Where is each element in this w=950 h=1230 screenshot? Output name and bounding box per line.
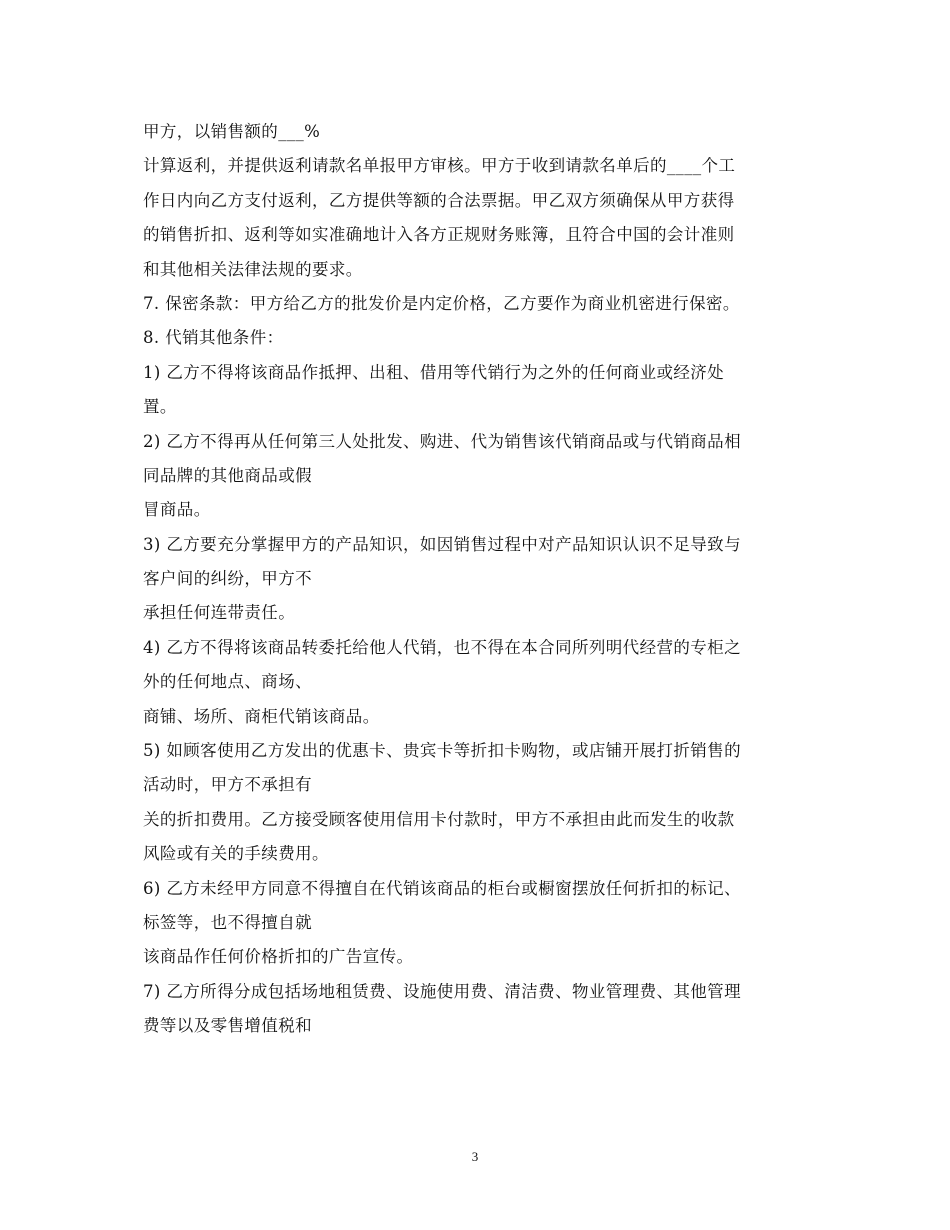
- text-line: 标签等，也不得擅自就: [143, 912, 312, 932]
- text-line: 7) 乙方所得分成包括场地租赁费、设施使用费、清洁费、物业管理费、其他管理: [143, 981, 741, 1001]
- text-line: 费等以及零售增值税和: [143, 1016, 312, 1036]
- text-line: 同品牌的其他商品或假: [143, 465, 312, 485]
- text-line: 外的任何地点、商场、: [143, 672, 312, 692]
- text-line: 5) 如顾客使用乙方发出的优惠卡、贵宾卡等折扣卡购物，或店铺开展打折销售的: [143, 741, 741, 761]
- clause-7-confidentiality: 7. 保密条款：甲方给乙方的批发价是内定价格，乙方要作为商业机密进行保密。: [143, 293, 740, 313]
- page-number: 3: [471, 1149, 479, 1164]
- text-line: 承担任何连带责任。: [143, 603, 296, 623]
- text-line: 2) 乙方不得再从任何第三人处批发、购进、代为销售该代销商品或与代销商品相: [143, 431, 741, 451]
- text-line: 关的折扣费用。乙方接受顾客使用信用卡付款时，甲方不承担由此而发生的收款: [143, 809, 735, 829]
- text-line: 该商品作任何价格折扣的广告宣传。: [143, 947, 414, 967]
- document-body: [143, 115, 808, 1044]
- text-line: 计算返利，并提供返利请款名单报甲方审核。甲方于收到请款名单后的____个工: [143, 156, 736, 176]
- text-line: 置。: [143, 397, 177, 417]
- text-line: 3) 乙方要充分掌握甲方的产品知识，如因销售过程中对产品知识认识不足导致与: [143, 534, 741, 554]
- text-line: 6) 乙方未经甲方同意不得擅自在代销该商品的柜台或橱窗摆放任何折扣的标记、: [143, 878, 741, 898]
- text-line: 甲方，以销售额的___%: [143, 122, 321, 141]
- text-line: 的销售折扣、返利等如实准确地计入各方正规财务账簿，且符合中国的会计准则: [143, 225, 735, 245]
- text-line: 客户间的纠纷，甲方不: [143, 569, 312, 589]
- text-line: 商铺、场所、商柜代销该商品。: [143, 706, 380, 726]
- text-line: 活动时，甲方不承担有: [143, 775, 312, 795]
- text-line: 风险或有关的手续费用。: [143, 844, 329, 864]
- text-line: 1) 乙方不得将该商品作抵押、出租、借用等代销行为之外的任何商业或经济处: [143, 362, 725, 382]
- text-line: 作日内向乙方支付返利，乙方提供等额的合法票据。甲乙双方须确保从甲方获得: [143, 190, 735, 210]
- text-line: 冒商品。: [143, 500, 211, 520]
- text-line: 4) 乙方不得将该商品转委托给他人代销，也不得在本合同所列明代经营的专柜之: [143, 637, 741, 657]
- clause-8-heading: 8. 代销其他条件：: [143, 328, 284, 348]
- text-line: 和其他相关法律法规的要求。: [143, 259, 363, 279]
